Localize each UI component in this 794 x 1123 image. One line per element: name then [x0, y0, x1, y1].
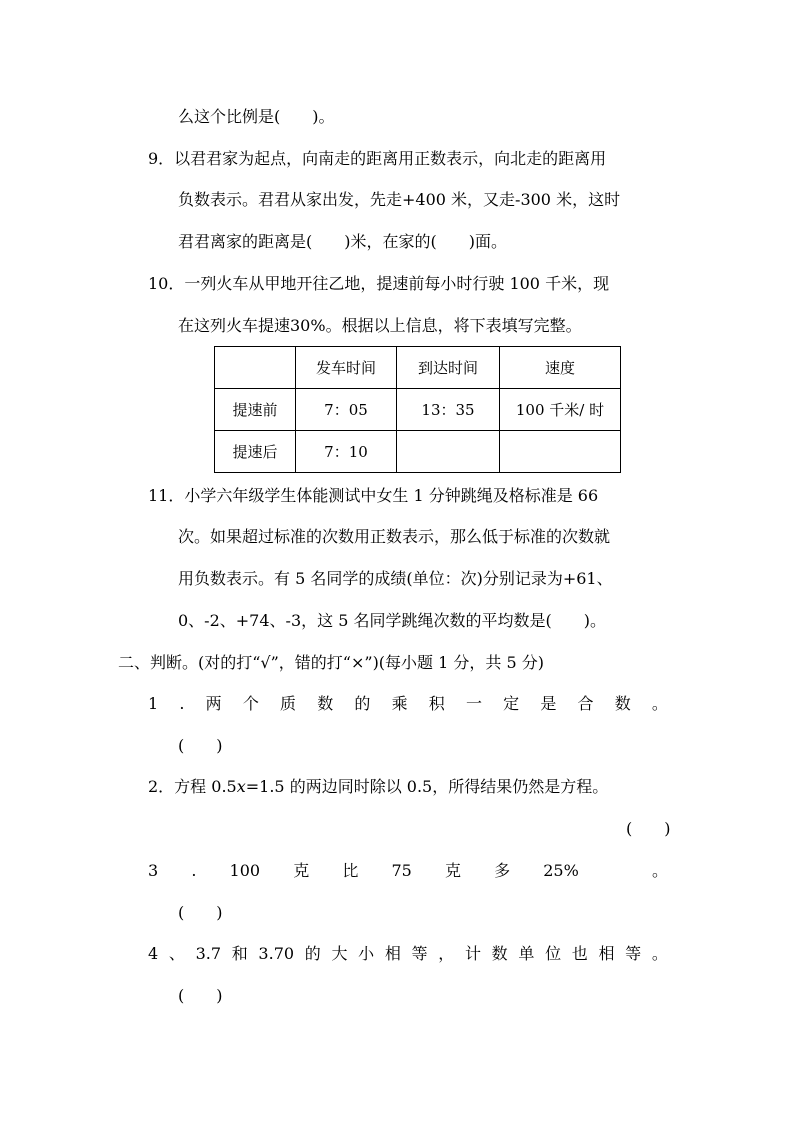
judge-4-line — [148, 944, 668, 964]
variable-x: x — [236, 777, 246, 796]
judge-2-answer-paren[interactable]: ( ) — [626, 819, 671, 838]
judge-1-answer-paren[interactable]: ( ) — [178, 736, 223, 755]
token: . — [179, 694, 185, 713]
table-header-cell — [215, 347, 296, 389]
token: 计 — [464, 944, 481, 963]
token: 等 — [625, 944, 642, 963]
judge-2-line — [148, 777, 608, 797]
token: 。 — [651, 861, 668, 880]
table-cell-blank[interactable] — [397, 431, 500, 473]
table-row — [215, 389, 621, 431]
table-cell: 13：35 — [397, 389, 500, 431]
token: 3.7 — [195, 944, 222, 963]
token: 大 — [331, 944, 348, 963]
token: ， — [438, 944, 455, 963]
judge-2-text-after: =1.5 的两边同时除以 0.5，所得结果仍然是方程。 — [245, 777, 609, 796]
token: 数 — [614, 694, 631, 713]
token: 、 — [168, 944, 185, 963]
token: 75 — [391, 861, 412, 880]
token: 也 — [571, 944, 588, 963]
table-header-cell: 速度 — [500, 347, 621, 389]
table-row — [215, 431, 621, 473]
token: 数 — [317, 694, 334, 713]
table-cell: 提速前 — [215, 389, 296, 431]
token: 的 — [354, 694, 371, 713]
token: 的 — [304, 944, 321, 963]
table-cell: 提速后 — [215, 431, 296, 473]
token: 一 — [465, 694, 482, 713]
table-cell-blank[interactable] — [500, 431, 621, 473]
table-cell: 7：10 — [296, 431, 397, 473]
table-cell: 100 千米/ 时 — [500, 389, 621, 431]
table-header-cell: 到达时间 — [397, 347, 500, 389]
q11-line-1: 11．小学六年级学生体能测试中女生 1 分钟跳绳及格标准是 66 — [148, 486, 599, 505]
judge-3-line — [148, 861, 668, 881]
token: 合 — [577, 694, 594, 713]
q11-line-3: 用负数表示。有 5 名同学的成绩(单位：次)分别记录为+61、 — [178, 569, 613, 588]
token: 相 — [384, 944, 401, 963]
token: 3.70 — [258, 944, 295, 963]
q9-line-1: 9．以君君家为起点，向南走的距离用正数表示，向北走的距离用 — [148, 149, 607, 168]
token: 单 — [518, 944, 535, 963]
token: 克 — [293, 861, 310, 880]
token: 数 — [491, 944, 508, 963]
judge-4-answer-paren[interactable]: ( ) — [178, 986, 223, 1005]
q11-line-2: 次。如果超过标准的次数用正数表示，那么低于标准的次数就 — [178, 527, 611, 546]
token: 积 — [428, 694, 445, 713]
token: 1 — [148, 694, 159, 713]
judge-3-answer-paren[interactable]: ( ) — [178, 903, 223, 922]
table-header-cell: 发车时间 — [296, 347, 397, 389]
judge-2-text-before: 2．方程 0.5 — [148, 777, 237, 796]
token: 相 — [598, 944, 615, 963]
token: 和 — [231, 944, 248, 963]
token: 定 — [503, 694, 520, 713]
token: 是 — [540, 694, 557, 713]
token: 等 — [411, 944, 428, 963]
table-cell: 7：05 — [296, 389, 397, 431]
judge-1-line — [148, 694, 668, 714]
token: 。 — [651, 944, 668, 963]
token: 多 — [494, 861, 511, 880]
q9-line-3: 君君离家的距离是( )米，在家的( )面。 — [178, 232, 507, 251]
table-header-row — [215, 347, 621, 389]
q11-line-4: 0、-2、+74、-3，这 5 名同学跳绳次数的平均数是( )。 — [178, 611, 606, 630]
token: 。 — [651, 694, 668, 713]
q8-continuation: 么这个比例是( )。 — [178, 107, 335, 126]
speed-table — [214, 346, 621, 473]
token: 4 — [148, 944, 159, 963]
token: 100 — [229, 861, 261, 880]
token: 位 — [545, 944, 562, 963]
token: 小 — [358, 944, 375, 963]
token: 3 — [148, 861, 159, 880]
section-2-heading: 二、判断。(对的打“√”，错的打“×”)(每小题 1 分，共 5 分) — [118, 653, 544, 672]
q10-line-2: 在这列火车提速30%。根据以上信息，将下表填写完整。 — [178, 316, 582, 335]
q9-line-2: 负数表示。君君从家出发，先走+400 米，又走-300 米，这时 — [178, 190, 621, 209]
token: 乘 — [391, 694, 408, 713]
token: 两 — [205, 694, 222, 713]
token: 质 — [280, 694, 297, 713]
token: 个 — [242, 694, 259, 713]
token: . — [191, 861, 197, 880]
q10-line-1: 10．一列火车从甲地开往乙地，提速前每小时行驶 100 千米，现 — [148, 274, 610, 293]
token: 克 — [444, 861, 461, 880]
token: 25% — [543, 861, 579, 880]
token: 比 — [342, 861, 359, 880]
